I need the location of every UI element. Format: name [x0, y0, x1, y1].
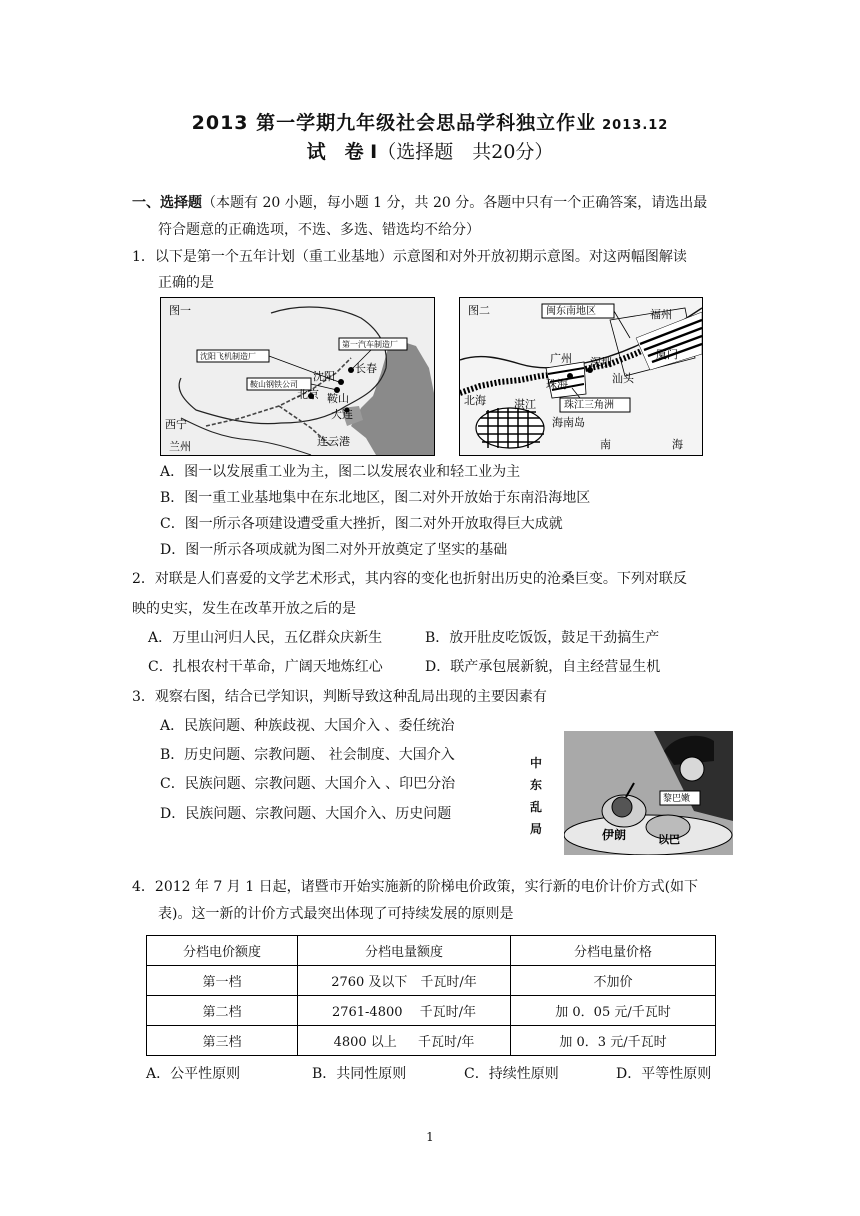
q3-option-c: C．民族问题、宗教问题、大国介入 、印巴分治: [160, 776, 456, 792]
q2-stem-line2: 映的史实，发生在改革开放之后的是: [132, 601, 356, 617]
map2-box-pearl-delta: 珠江三角洲: [564, 400, 614, 411]
table-cell: 不加价: [511, 966, 716, 996]
map1-lianyungang: 连云港: [317, 435, 350, 448]
map2-sea-nan: 南: [600, 438, 611, 451]
q4-option-a: A．公平性原则: [146, 1066, 241, 1082]
q4-stem-line2: 表)。这一新的计价方式最突出体现了可持续发展的原则是: [158, 906, 514, 922]
table-cell: 2761-4800 千瓦时/年: [298, 996, 511, 1026]
subtitle-bold: 试 卷 Ⅰ: [306, 141, 378, 163]
q3-option-d: D．民族问题、宗教问题、大国介入、历史问题: [160, 806, 452, 822]
map2-box-mindongnan: 闽东南地区: [546, 306, 596, 317]
exam-subtitle: [0, 137, 860, 164]
tiered-price-table: [146, 935, 716, 1056]
section-heading-rest: （本题有 20 小题，每小题 1 分，共 20 分。各题中只有一个正确答案，请选出最: [202, 195, 708, 211]
q2-option-c: C．扎根农村干革命，广阔天地炼红心: [148, 659, 383, 675]
map2-zhanjiang: 湛江: [514, 398, 536, 411]
exam-title-main: 2013 第一学期九年级社会思品学科独立作业: [191, 112, 597, 134]
table-cell: 加 0．05 元/千瓦时: [511, 996, 716, 1026]
map1-label: 图一: [169, 304, 191, 317]
table-row: [147, 996, 716, 1026]
map2-hainan: 海南岛: [552, 416, 585, 429]
map2-guangzhou: 广州: [550, 352, 572, 365]
map-figure-1: [160, 297, 435, 456]
q4-option-c: C．持续性原则: [464, 1066, 559, 1082]
map1-changchun: 长春: [355, 362, 377, 375]
subtitle-rest: （选择题 共20分）: [377, 141, 554, 163]
section-heading: [132, 192, 707, 212]
map1-box-anshan-steel: 鞍山钢铁公司: [250, 380, 298, 389]
table-row: [147, 1026, 716, 1056]
map1-shenyang: 沈阳: [313, 370, 335, 383]
map-figure-2: [459, 297, 703, 456]
cartoon-label-lebanon: 黎巴嫩: [663, 794, 691, 804]
table-header: 分档电价额度: [147, 936, 298, 966]
table-header-row: [147, 936, 716, 966]
section-heading-bold: 一、选择题: [132, 195, 202, 211]
q4-option-d: D．平等性原则: [616, 1066, 712, 1082]
map2-sea-hai: 海: [672, 438, 683, 451]
q2-option-d: D．联产承包展新貌，自主经营显生机: [425, 659, 661, 675]
q3-stem: 3．观察右图，结合已学知识，判断导致这种乱局出现的主要因素有: [132, 689, 547, 705]
cartoon-label-iran: 伊朗: [602, 828, 627, 842]
cartoon-bomb: [612, 797, 632, 817]
q2-option-b: B．放开肚皮吃饭饭，鼓足干劲搞生产: [425, 630, 660, 646]
exam-title: [0, 108, 860, 135]
map1-lanzhou: 兰州: [169, 440, 191, 453]
q1-stem-line1: 1．以下是第一个五年计划（重工业基地）示意图和对外开放初期示意图。对这两幅图解读: [132, 249, 687, 265]
cartoon-caption: 中 东 乱 局: [530, 756, 543, 836]
map1-box-faw: 第一汽车制造厂: [342, 340, 398, 349]
table-cell: 2760 及以下 千瓦时/年: [298, 966, 511, 996]
q2-stem-line1: 2．对联是人们喜爱的文学艺术形式，其内容的变化也折射出历史的沧桑巨变。下列对联反: [132, 571, 687, 587]
q4-option-b: B．共同性原则: [312, 1066, 407, 1082]
map1-box-shenyang-plane: 沈阳飞机制造厂: [200, 352, 256, 361]
q3-option-a: A．民族问题、种族歧视、大国介入 、委任统治: [160, 718, 455, 734]
table-row: [147, 966, 716, 996]
map2-beihai: 北海: [464, 394, 486, 407]
q4-stem-line1: 4．2012 年 7 月 1 日起，诸暨市开始实施新的阶梯电价政策，实行新的电价计价方式(如下: [132, 879, 699, 895]
table-cell: 加 0．3 元/千瓦时: [511, 1026, 716, 1056]
cartoon-plate: [564, 815, 732, 855]
table-cell: 4800 以上 千瓦时/年: [298, 1026, 511, 1056]
exam-title-date: 2013.12: [602, 118, 669, 133]
q1-option-b: B．图一重工业基地集中在东北地区，图二对外开放始于东南沿海地区: [160, 490, 591, 506]
map2-shantou: 汕头: [612, 372, 634, 385]
map2-label: 图二: [468, 304, 490, 317]
q1-stem-line2: 正确的是: [158, 275, 214, 291]
table-cell: 第一档: [147, 966, 298, 996]
q2-option-a: A．万里山河归人民，五亿群众庆新生: [148, 630, 383, 646]
section-heading-line2: 符合题意的正确选项，不选、多选、错选均不给分）: [158, 222, 480, 238]
map2-fuzhou: 福州: [650, 308, 672, 321]
map1-dalian: 大连: [331, 408, 353, 421]
table-header: 分档电量价格: [511, 936, 716, 966]
page-number: 1: [426, 1130, 434, 1144]
q3-option-b: B．历史问题、宗教问题、 社会制度、大国介入: [160, 747, 455, 763]
map1-beijing: 北京: [297, 388, 319, 401]
map1-anshan: 鞍山: [327, 392, 349, 405]
map2-zhuhai: 珠海: [546, 378, 568, 391]
map2-xiamen: 厦门: [656, 348, 678, 361]
mideast-cartoon: [564, 731, 733, 855]
q1-option-d: D．图一所示各项成就为图二对外开放奠定了坚实的基础: [160, 542, 508, 558]
cartoon-label-israel-palestine: 以巴: [658, 833, 680, 846]
table-cell: 第三档: [147, 1026, 298, 1056]
table-cell: 第二档: [147, 996, 298, 1026]
q1-option-a: A．图一以发展重工业为主，图二以发展农业和轻工业为主: [160, 464, 521, 480]
map2-shenzhen: 深圳: [590, 356, 612, 369]
table-header: 分档电量额度: [298, 936, 511, 966]
map1-xining: 西宁: [165, 418, 187, 431]
q1-option-c: C．图一所示各项建设遭受重大挫折，图二对外开放取得巨大成就: [160, 516, 563, 532]
